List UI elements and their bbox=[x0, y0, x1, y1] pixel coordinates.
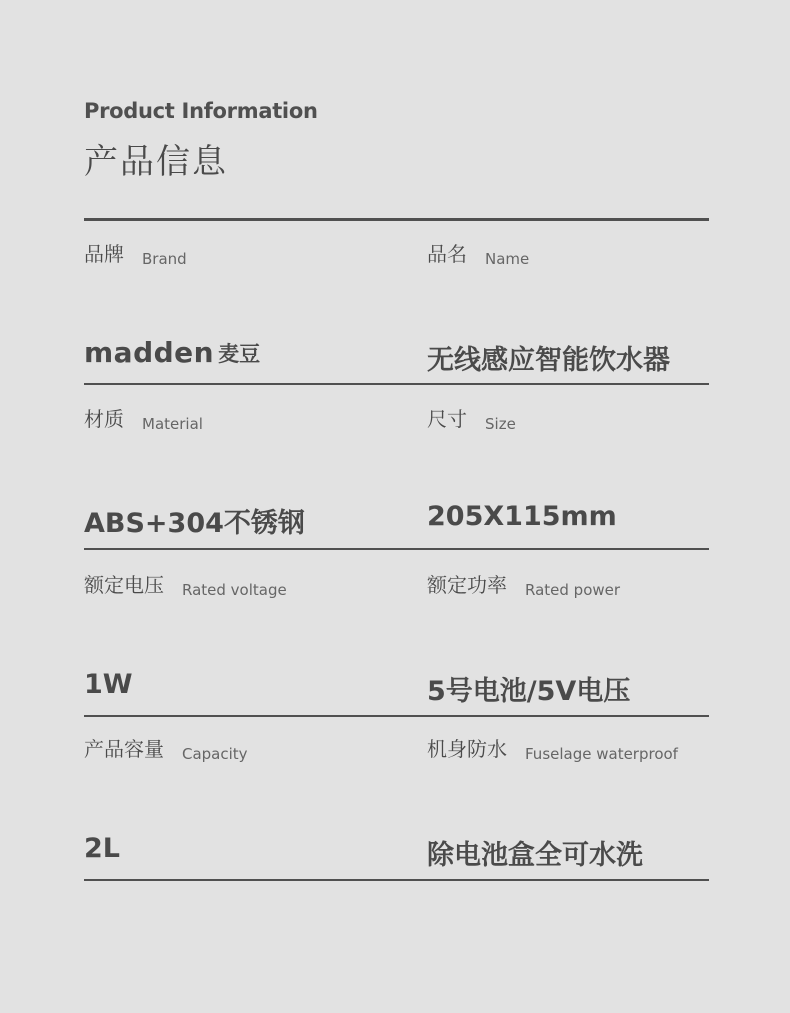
spec-label-en: Size bbox=[485, 415, 516, 433]
spec-label-cn: 材质 bbox=[84, 407, 124, 431]
spec-label-name bbox=[427, 238, 529, 267]
spec-label-capacity bbox=[84, 733, 248, 762]
spec-value-size: 205X115mm bbox=[427, 501, 617, 532]
brand-name-cn: 麦豆 bbox=[218, 341, 261, 366]
header-title-cn: 产品信息 bbox=[84, 142, 228, 182]
spec-label-brand bbox=[84, 238, 187, 267]
spec-label-en: Name bbox=[485, 250, 530, 268]
spec-label-cn: 品名 bbox=[427, 242, 467, 266]
spec-label-cn: 额定电压 bbox=[84, 573, 164, 597]
spec-value-waterproof: 除电池盒全可水洗 bbox=[427, 840, 643, 871]
spec-label-en: Fuselage waterproof bbox=[525, 745, 678, 763]
spec-label-cn: 尺寸 bbox=[427, 407, 467, 431]
spec-label-material bbox=[84, 403, 203, 432]
spec-label-cn: 产品容量 bbox=[84, 737, 164, 761]
row-divider bbox=[84, 548, 709, 550]
spec-label-cn: 机身防水 bbox=[427, 737, 507, 761]
spec-label-en: Rated power bbox=[525, 581, 621, 599]
header-title-en: Product Information bbox=[84, 99, 318, 123]
spec-label-cn: 额定功率 bbox=[427, 573, 507, 597]
spec-value-name: 无线感应智能饮水器 bbox=[427, 345, 670, 376]
spec-value-rated-voltage: 1W bbox=[84, 669, 133, 700]
spec-label-en: Brand bbox=[142, 250, 187, 268]
spec-label-cn: 品牌 bbox=[84, 242, 124, 266]
row-divider bbox=[84, 383, 709, 385]
header-divider bbox=[84, 218, 709, 221]
spec-value-capacity: 2L bbox=[84, 833, 120, 864]
spec-label-rated-voltage bbox=[84, 569, 287, 598]
spec-value-material: ABS+304不锈钢 bbox=[84, 508, 305, 539]
spec-label-en: Rated voltage bbox=[182, 581, 287, 599]
row-divider bbox=[84, 879, 709, 881]
spec-label-rated-power bbox=[427, 569, 620, 598]
spec-label-en: Material bbox=[142, 415, 203, 433]
brand-wordmark: madden bbox=[84, 336, 215, 369]
brand-logo bbox=[84, 336, 260, 369]
spec-label-waterproof bbox=[427, 733, 678, 762]
spec-value-rated-power: 5号电池/5V电压 bbox=[427, 676, 631, 707]
spec-label-en: Capacity bbox=[182, 745, 248, 763]
spec-label-size bbox=[427, 403, 516, 432]
row-divider bbox=[84, 715, 709, 717]
